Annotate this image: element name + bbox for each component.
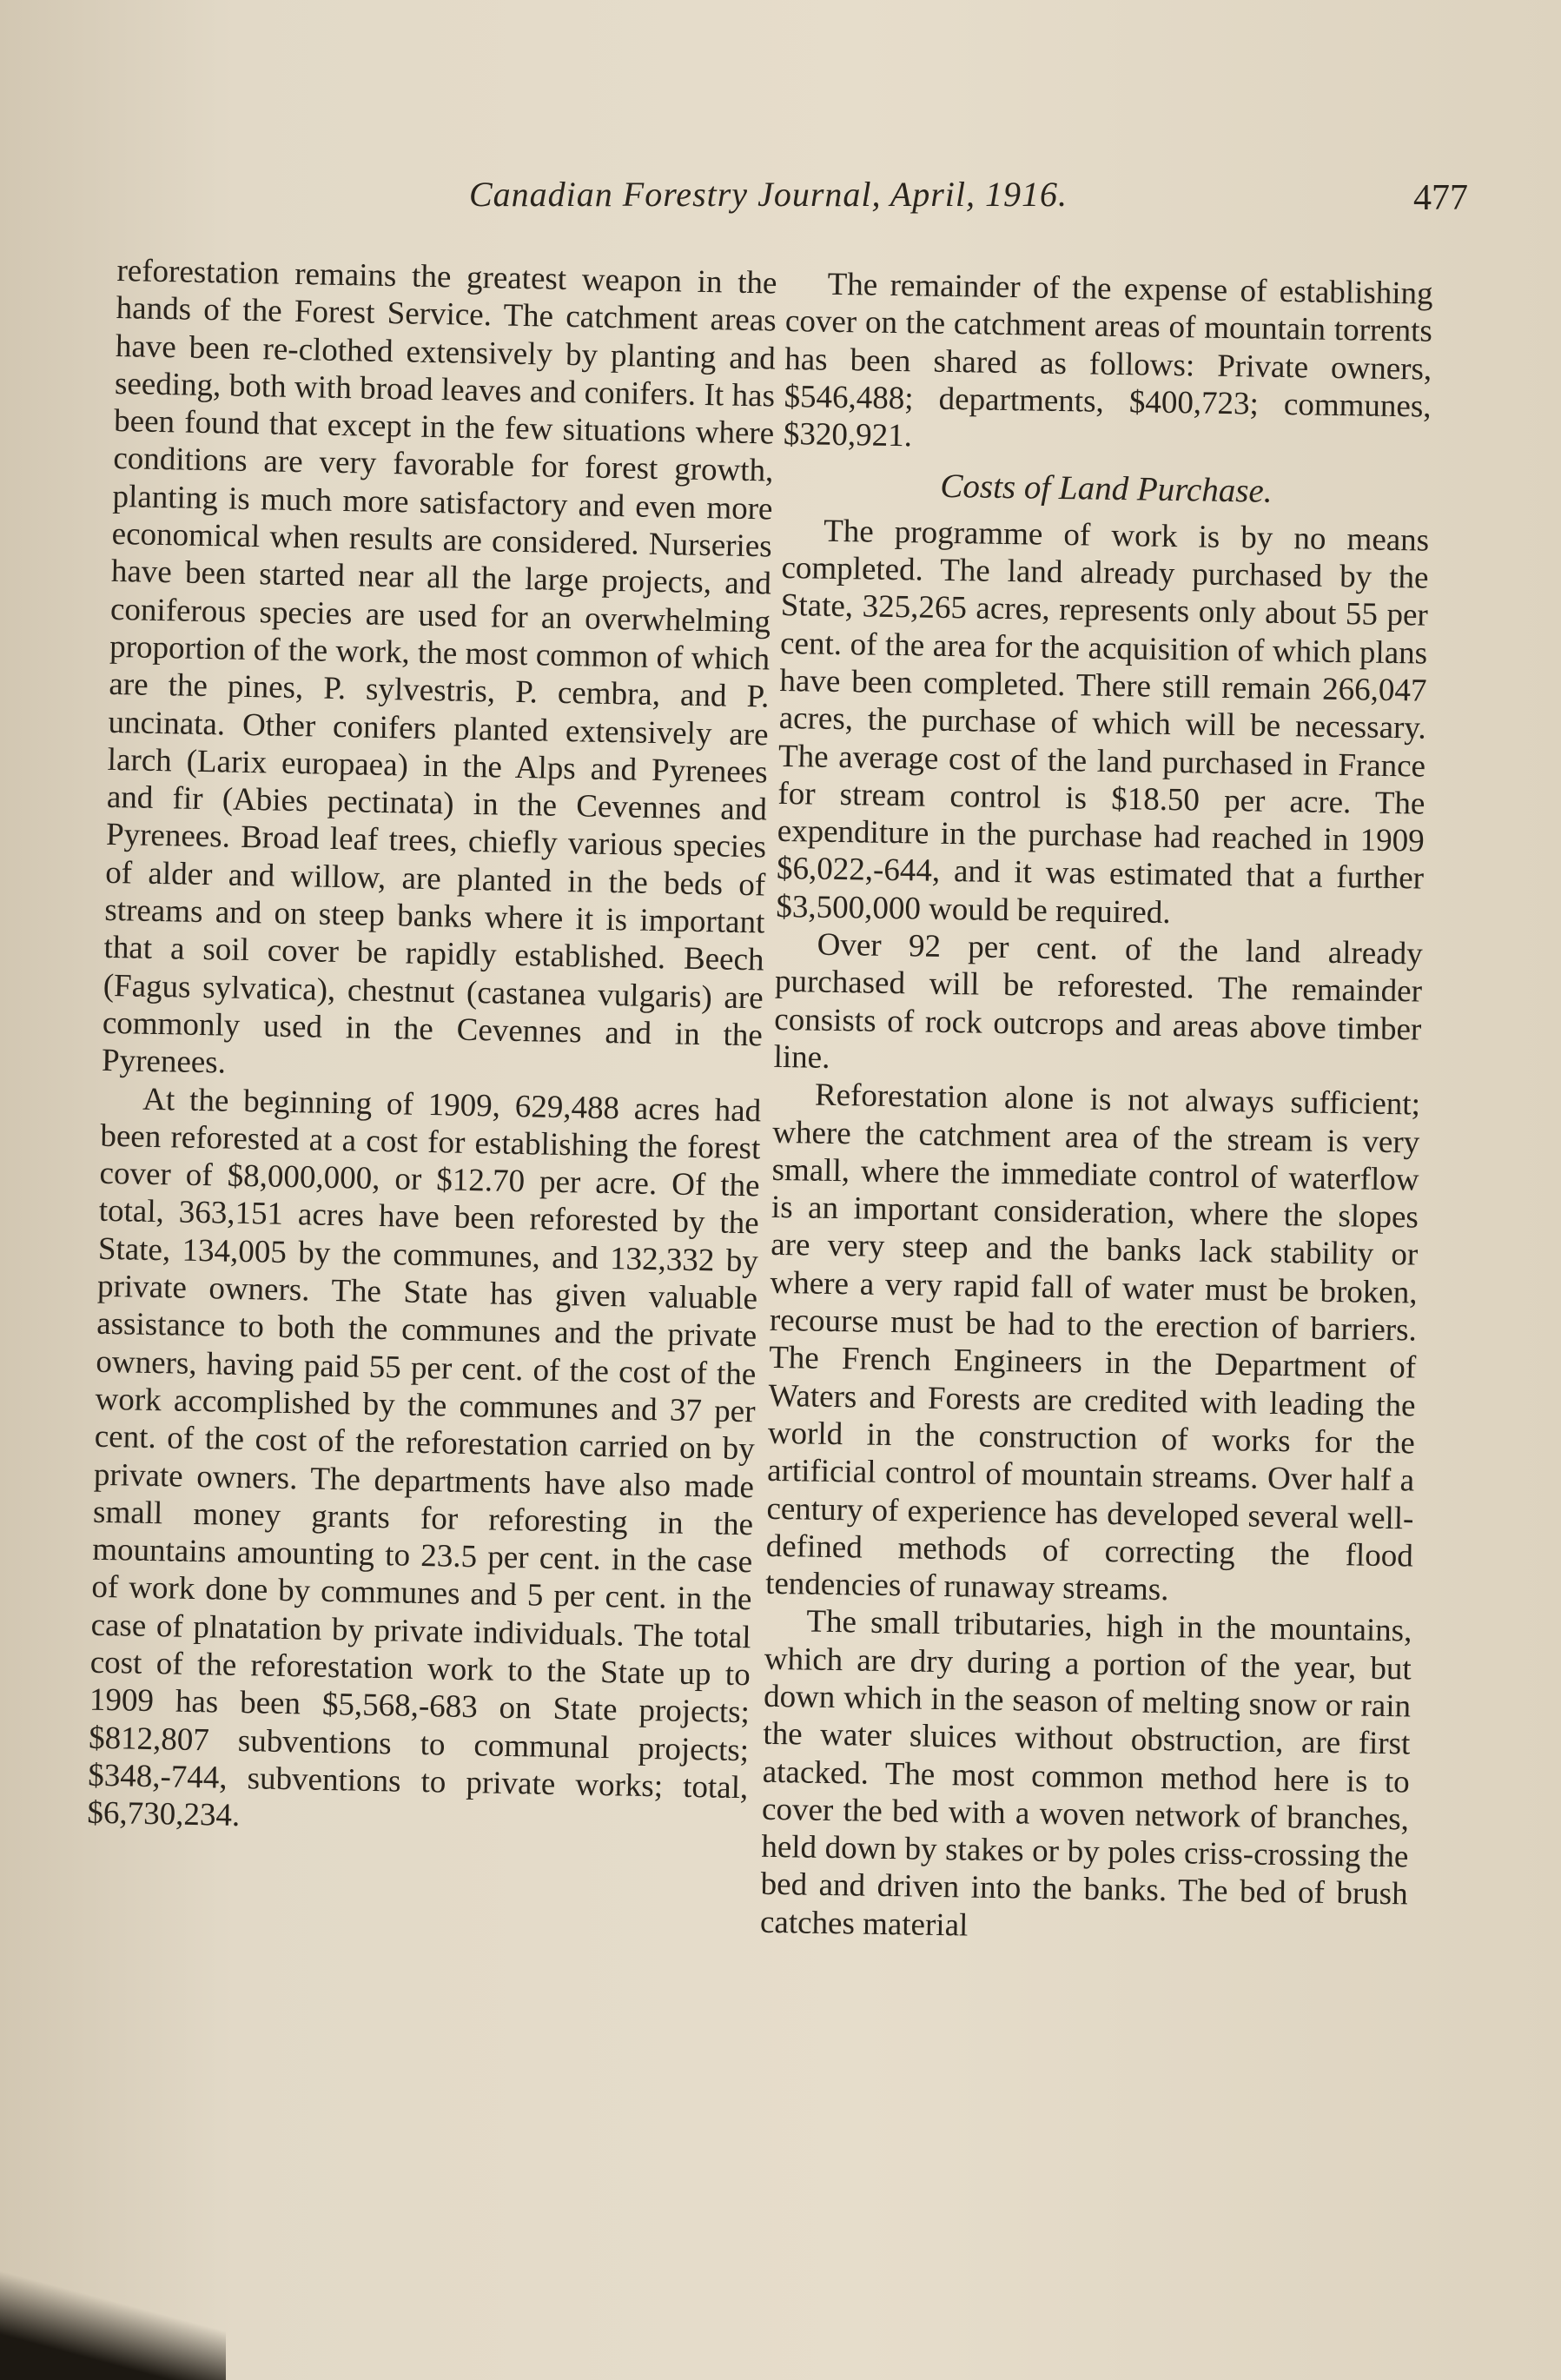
paragraph: The programme of work is by no means completed. The land already purchased by the State, 325,265 acres, represents only about 55 per cent. of the area for the acquisition of which plans have been completed. There still remain 266,047 acres, the purchase of which will be necessary. The average cost of the land purchased in France for stream control is $18.50 per acre. The expenditure in the purchase had reached in 1909 $6,022,-644, and it was estimated that a further $3,500,000 would be required. [776,513,1430,931]
right-column [760,265,1433,1952]
scan-shadow [0,2258,226,2380]
page-header [469,174,1468,235]
paragraph: The remainder of the expense of establishing cover on the catchment areas of mountain torrents has been shared as follows: Private owners, $546,488; departments, $400,723; communes, $320,921. [783,266,1433,454]
page-number: 477 [1413,178,1468,218]
paragraph: reforestation remains the greatest weapon in the hands of the Forest Service. The catchment areas have been re-clothed extensively by planting and seeding, both with broad leaves and conifers. It has been found that except in the few situations where conditions are very favorable for forest growth, planting is much more satisfactory and even more economical when results are considered. Nurseries have been started near all the large projects, and coniferous species are used for an overwhelming proportion of the work, the most common of which are the pines, P. sylvestris, P. cembra, and P. uncinata. Other conifers planted extensively are larch (Larix europaea) in the Alps and Pyrenees and fir (Abies pectinata) in the Cevennes and Pyrenees. Broad leaf trees, chiefly various species of alder and willow, are planted in the beds of streams and on steep banks where it is important that a soil cover be rapidly established. Beech (Fagus sylvatica), chestnut (castanea vulgaris) are commonly used in the Cevennes and in the Pyrenees. [101,252,777,1081]
paragraph: Over 92 per cent. of the land already purchased will be reforested. The remainder consists of rock outcrops and areas above timber line. [773,926,1423,1076]
paragraph: At the beginning of 1909, 629,488 acres had been reforested at a cost for establishing the forest cover of $8,000,000, or $12.70 per acre. Of the total, 363,151 acres have been reforested by the State, 134,005 by the communes, and 132,332 by private owners. The State has given valuable assistance to both the communes and the private owners, having paid 55 per cent. of the cost of the work accomplished by the communes and 37 per cent. of the cost of the reforestation carried on by private owners. The departments have also made small money grants for reforesting in the mountains amounting to 23.5 per cent. in the case of work done by communes and 5 per cent. in the case of plnatation by private individuals. The total cost of the reforestation work to the State up to 1909 has been $5,568,-683 on State projects; $812,807 subventions to communal projects; $348,-744, subventions to private works; total, $6,730,234. [87,1081,762,1834]
left-column [87,252,777,1845]
paragraph: The small tributaries, high in the mountains, which are dry during a portion of the year, but down which in the season of melting snow or rain the water sluices without obstruction, are first atacked. The most common method here is to cover the bed with a woven network of branches, held down by stakes or by poles criss-crossing the bed and driven into the banks. The bed of brush catches material [759,1603,1412,1944]
section-heading: Costs of Land Purchase. [940,467,1273,511]
paragraph: Reforestation alone is not always sufficient; where the catchment area of the stream is very small, where the immediate control of waterflow is an important consideration, where the slopes are very steep and the banks lack stability or where a very rapid fall of water must be broken, recourse must be had to the erection of barriers. The French Engineers in the Department of Waters and Forests are credited with leading the world in the construction of works for the artificial control of mountain streams. Over half a century of experience has developed several well-defined methods of correcting the flood tendencies of runaway streams. [764,1077,1421,1608]
running-title: Canadian Forestry Journal, April, 1916. [469,175,1068,214]
